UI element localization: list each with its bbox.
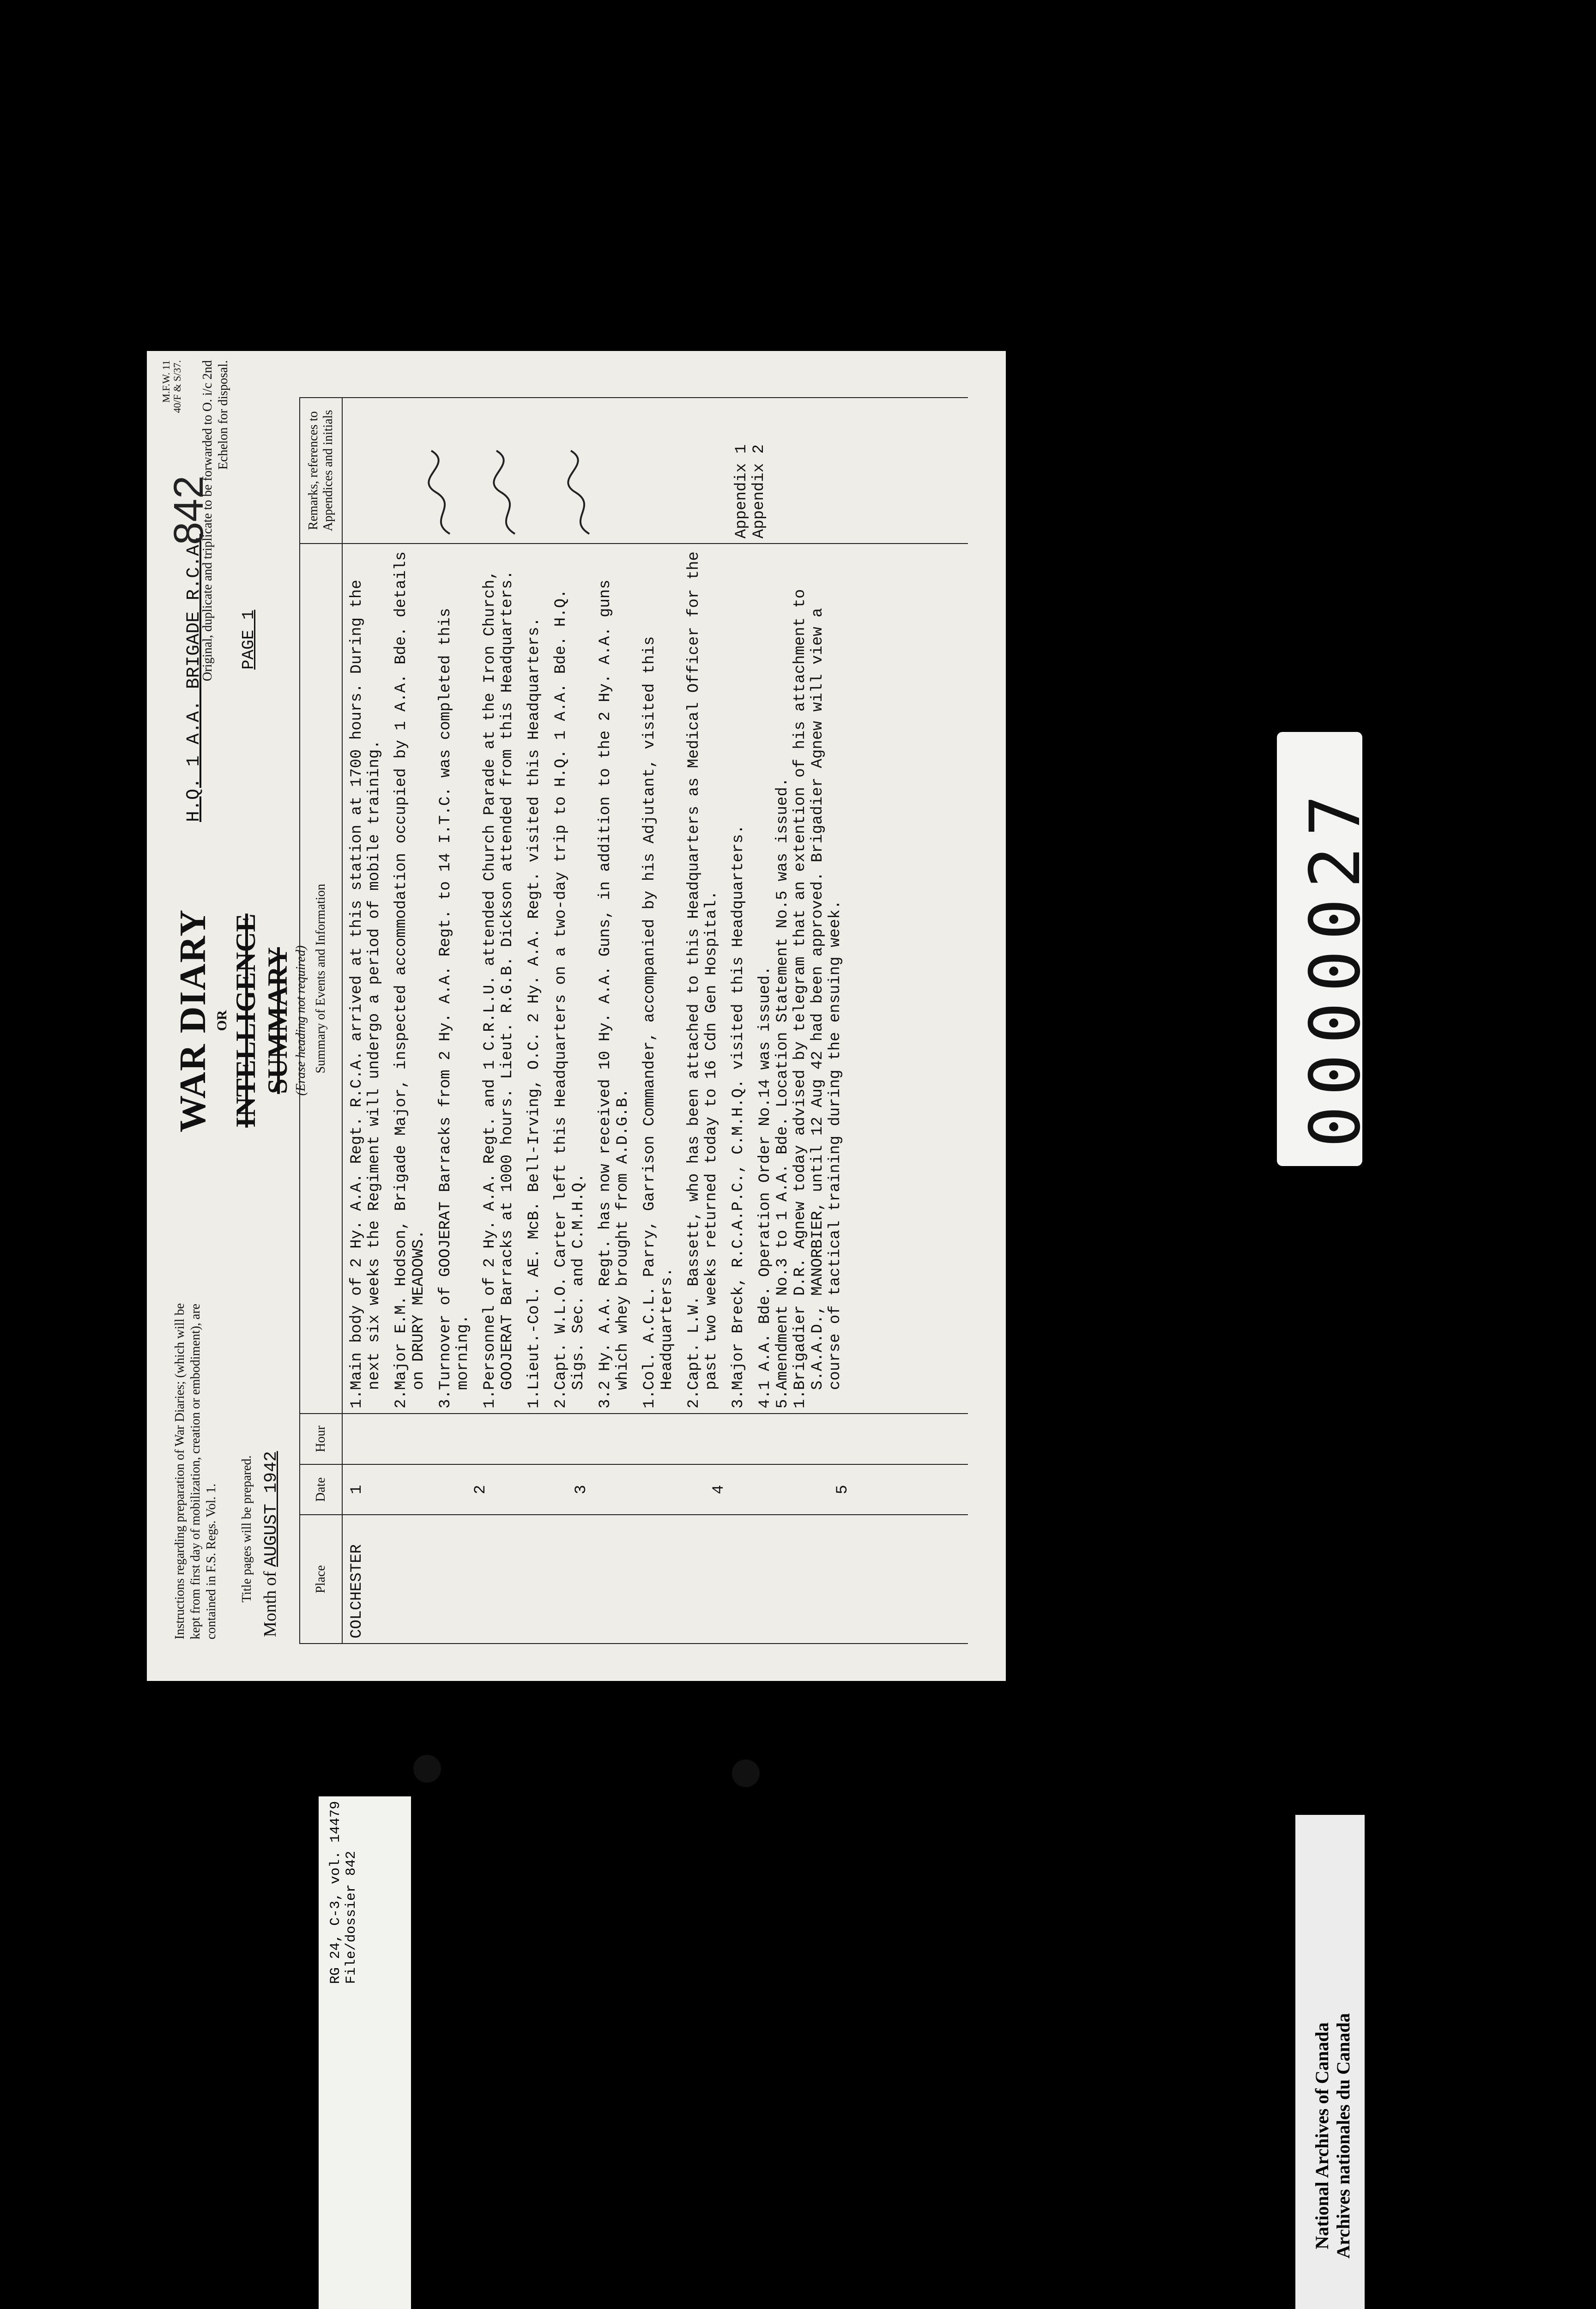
date-1: 1 (348, 1485, 366, 1494)
entry-text: Major E.M. Hodson, Brigade Major, inspected accommodation occupied by 1 A.A. Bde. details on DRURY MEADOWS. (393, 551, 428, 1390)
entry-text: Major Breck, R.C.A.P.C., C.M.H.Q. visited this Headquarters. (730, 824, 747, 1390)
or-label: OR (214, 1010, 230, 1031)
page-number: PAGE 1 (239, 610, 258, 670)
frame-number-stamp (1277, 732, 1376, 1166)
entry-text: Main body of 2 Hy. A.A. Regt. R.C.A. arrived at this station at 1700 hours. During the next six weeks the Regiment will undergo a period of mobile training. (348, 580, 383, 1390)
entry-number: 3. (597, 1390, 614, 1408)
entry-number: 1. (792, 1390, 809, 1408)
col-hour: Hour (300, 1414, 342, 1464)
archives-fr: Archives nationales du Canada (1333, 2013, 1354, 2259)
national-archives-label (1295, 1815, 1365, 2309)
entry (641, 549, 676, 1408)
col-summary: Summary of Events and Information (300, 544, 342, 1414)
month-field (260, 1451, 281, 1637)
diary-table (299, 397, 968, 1644)
entry-text: Amendment No.3 to 1 A.A. Bde. Location Statement No.5 was issued. (774, 777, 792, 1390)
entry-number: 1. (526, 1390, 543, 1408)
entry (552, 549, 587, 1408)
entry (792, 549, 844, 1408)
intelligence-summary-title: INTELLIGENCE SUMMARY (230, 913, 293, 1128)
entry-text: Brigadier D.R. Agnew today advised by telegram that an extention of his attachment to S.A.A.D., MANORBIER, until 12 Aug 42 had been approved. Brigadier Agnew will view a course of tactical training during the ensuing week. (792, 589, 844, 1390)
war-diary-sheet (147, 351, 1006, 1681)
punch-hole-icon (413, 1755, 441, 1783)
form-code (161, 360, 183, 471)
entry-text: Turnover of GOOJERAT Barracks from 2 Hy. A.A. Regt. to 14 I.T.C. was completed this morning. (437, 608, 472, 1390)
summary-cell (342, 544, 968, 1414)
col-date: Date (300, 1464, 342, 1515)
entry-text: Capt. L.W. Bassett, who has been attached to this Headquarters as Medical Officer for the past two weeks returned today to 16 Cdn Gen Hospital. (685, 551, 720, 1390)
date-4: 4 (710, 1485, 728, 1494)
archives-en: National Archives of Canada (1312, 2022, 1332, 2249)
entry (393, 549, 428, 1408)
entry (526, 549, 543, 1408)
page-title: WAR DIARY (173, 908, 213, 1133)
entry-number: 5. (774, 1390, 792, 1408)
remarks-cell (342, 398, 968, 544)
original-note: Original, duplicate and triplicate to be forwarded to O. i/c 2nd Echelon for disposal. (200, 360, 230, 682)
entry-text: Col. A.C.L. Parry, Garrison Commander, accompanied by his Adjutant, visited this Headquarters. (641, 636, 676, 1390)
archive-reference-label (319, 1796, 411, 2309)
month-label: Month of (260, 1571, 280, 1637)
initials-signature-icon (422, 446, 464, 538)
entry-text: Lieut.-Col. AE. McB. Bell-Irving, O.C. 2 Hy. A.A. Regt. visited this Headquarters. (526, 617, 543, 1390)
entry-number: 1. (348, 1390, 366, 1408)
erase-note: (Erase heading not required) (294, 945, 308, 1096)
date-2: 2 (472, 1485, 490, 1494)
entry (348, 549, 383, 1408)
col-remarks: Remarks, references to Appendices and initials (300, 398, 342, 544)
entry-text: 1 A.A. Bde. Operation Order No.14 was issued. (756, 966, 774, 1390)
place-cell: COLCHESTER (342, 1515, 968, 1644)
unit-name: H.Q. 1 A.A. BRIGADE R.C.A. (184, 533, 205, 822)
date-5: 5 (834, 1485, 852, 1494)
archives-text (1312, 1824, 1354, 2309)
entry-text: Personnel of 2 Hy. A.A. Regt. and 1 C.R.L.U. attended Church Parade at the Iron Church, GOOJERAT Barracks at 1000 hours. Lieut. R.G.B. Dickson attended from this Headquarters. (481, 570, 516, 1390)
entry (774, 549, 792, 1408)
entry-text: 2 Hy. A.A. Regt. has now received 10 Hy. A.A. Guns, in addition to the 2 Hy. A.A. guns which whey brought from A.D.G.B. (597, 580, 632, 1390)
ref-1: RG 24, C-3, vol. 14479 (328, 1801, 344, 1984)
initials-signature-icon (487, 446, 529, 538)
entry (756, 549, 774, 1408)
archive-label-text (328, 1801, 359, 2309)
initials-signature-icon (562, 446, 603, 538)
entry (437, 549, 472, 1408)
month-value: AUGUST 1942 (261, 1451, 281, 1567)
entry-number: 2. (685, 1390, 703, 1408)
entry (730, 549, 747, 1408)
form-code-2: 40/F & S/37. (171, 360, 183, 413)
entry-number: 3. (730, 1390, 747, 1408)
body-row (342, 398, 968, 1644)
date-3: 3 (573, 1485, 590, 1494)
unit-handwritten-number: 842 (166, 475, 212, 545)
diary-heading (172, 877, 308, 1164)
date-cell (342, 1464, 968, 1515)
entry-number: 2. (393, 1390, 410, 1408)
form-code-1: M.F.W. 11 (160, 360, 172, 403)
entry-number: 4. (756, 1390, 774, 1408)
entry-number: 3. (437, 1390, 454, 1408)
entry (597, 549, 632, 1408)
entry (481, 549, 516, 1408)
appendix-2: Appendix 2 (750, 444, 768, 539)
ref-2: File/dossier 842 (344, 1851, 359, 1984)
hour-cell (342, 1414, 968, 1464)
entry-number: 1. (641, 1390, 659, 1408)
appendix-1: Appendix 1 (733, 444, 750, 539)
punch-hole-icon (732, 1759, 760, 1787)
title-pages-note: Title pages will be prepared. (240, 1455, 254, 1602)
stamp-number: 0000027 (1295, 784, 1376, 1148)
header-row (300, 398, 342, 1644)
entry-number: 2. (552, 1390, 570, 1408)
entry-text: Capt. W.L.O. Carter left this Headquarters on a two-day trip to H.Q. 1 A.A. Bde. H.Q. Sigs. Sec. and C.M.H.Q. (552, 589, 587, 1390)
entry (685, 549, 720, 1408)
instructions-text: Instructions regarding preparation of War Diaries; (which will be kept from first day of mobilization, creation or embodiment), are contained in F.S. Regs. Vol. 1. (173, 1303, 218, 1639)
entry-number: 1. (481, 1390, 499, 1408)
col-place: Place (300, 1515, 342, 1644)
